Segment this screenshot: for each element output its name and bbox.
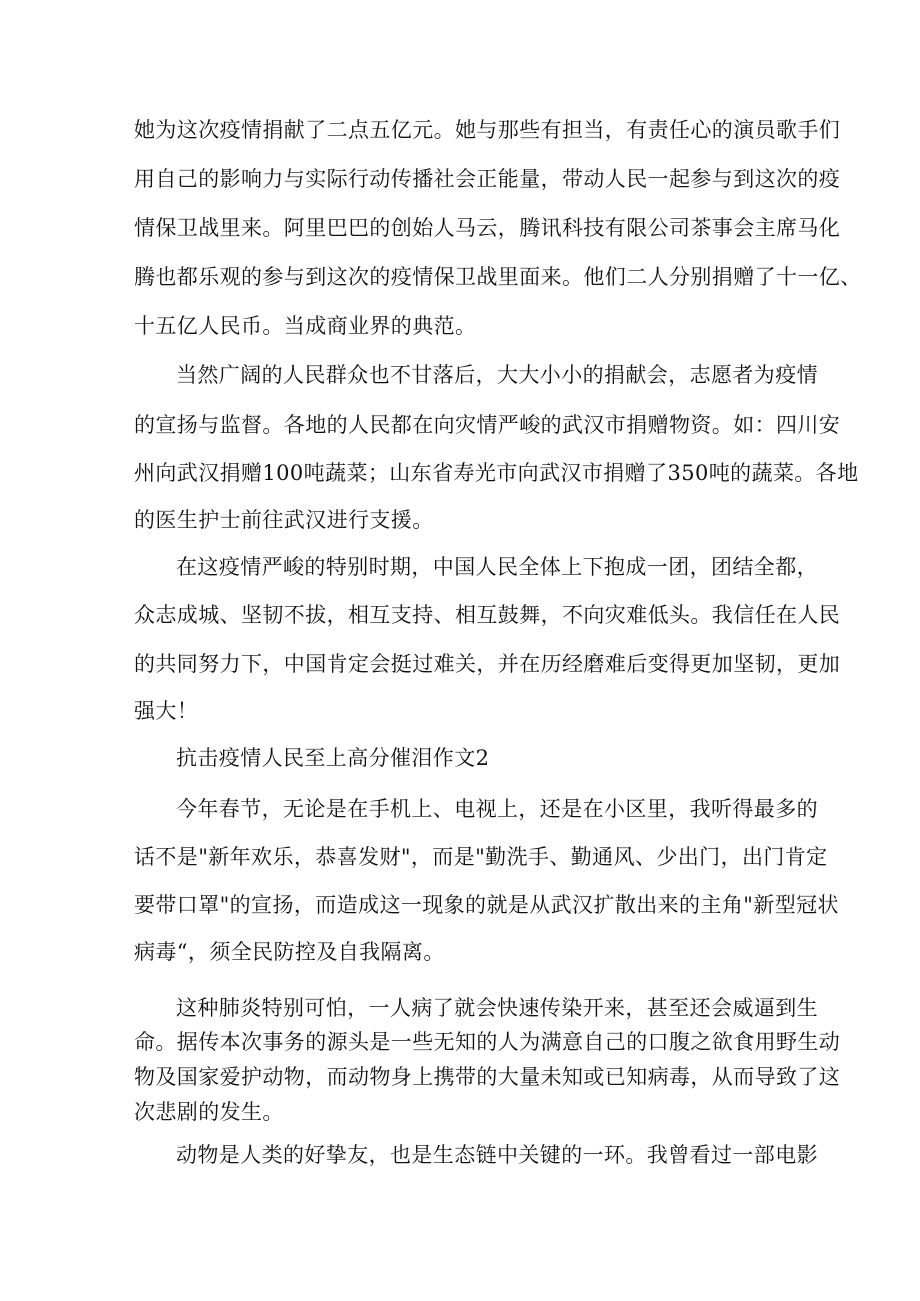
paragraph-6-line-2: 命。据传本次事务的源头是一些无知的人为满意自己的口腹之欲食用野生动 — [134, 1030, 841, 1054]
paragraph-5-line-1: 今年春节，无论是在手机上、电视上，还是在小区里，我听得最多的 — [176, 797, 818, 821]
paragraph-1-line-1: 她为这次疫情捐献了二点五亿元。她与那些有担当，有责任心的演员歌手们 — [134, 118, 841, 142]
paragraph-1-line-2: 用自己的影响力与实际行动传播社会正能量，带动人民一起参与到这次的疫 — [134, 167, 841, 191]
paragraph-3-line-3: 的共同努力下，中国肯定会挺过难关，并在历经磨难后变得更加坚韧，更加 — [134, 652, 841, 676]
paragraph-6-line-1: 这种肺炎特别可怕，一人病了就会快速传染开来，甚至还会威逼到生 — [176, 996, 818, 1020]
paragraph-1-line-3: 情保卫战里来。阿里巴巴的创始人马云，腾讯科技有限公司茶事会主席马化 — [134, 216, 841, 240]
paragraph-1-line-5: 十五亿人民币。当成商业界的典范。 — [134, 314, 477, 338]
paragraph-3-line-1: 在这疫情严峻的特别时期，中国人民全体上下抱成一团，团结全都， — [176, 555, 818, 579]
paragraph-6-line-4: 次悲剧的发生。 — [134, 1100, 284, 1124]
paragraph-6-line-3: 物及国家爱护动物，而动物身上携带的大量未知或已知病毒，从而导致了这 — [134, 1065, 841, 1089]
paragraph-2-line-2: 的宣扬与监督。各地的人民都在向灾情严峻的武汉市捐赠物资。如：四川安 — [134, 413, 841, 437]
paragraph-5-line-3: 要带口罩"的宣扬，而造成这一现象的就是从武汉扩散出来的主角"新型冠状 — [134, 893, 839, 917]
paragraph-3-line-2: 众志成城、坚韧不拔，相互支持、相互鼓舞，不向灾难低头。我信任在人民 — [134, 603, 841, 627]
paragraph-7-line-1: 动物是人类的好挚友，也是生态链中关键的一环。我曾看过一部电影 — [176, 1143, 818, 1167]
section-heading: 抗击疫情人民至上高分催泪作文2 — [176, 746, 490, 770]
paragraph-2-line-1: 当然广阔的人民群众也不甘落后，大大小小的捐献会，志愿者为疫情 — [176, 363, 818, 387]
paragraph-5-line-2: 话不是"新年欢乐，恭喜发财"，而是"勤洗手、勤通风、少出门，出门肯定 — [134, 845, 828, 869]
paragraph-2-line-3: 州向武汉捐赠100吨蔬菜；山东省寿光市向武汉市捐赠了350吨的蔬菜。各地 — [134, 461, 859, 485]
paragraph-1-line-4: 腾也都乐观的参与到这次的疫情保卫战里面来。他们二人分别捐赠了十一亿、 — [134, 265, 862, 289]
paragraph-2-line-4: 的医生护士前往武汉进行支援。 — [134, 508, 434, 532]
paragraph-3-line-4: 强大！ — [134, 699, 199, 723]
paragraph-5-line-4: 病毒“，须全民防控及自我隔离。 — [134, 940, 445, 964]
